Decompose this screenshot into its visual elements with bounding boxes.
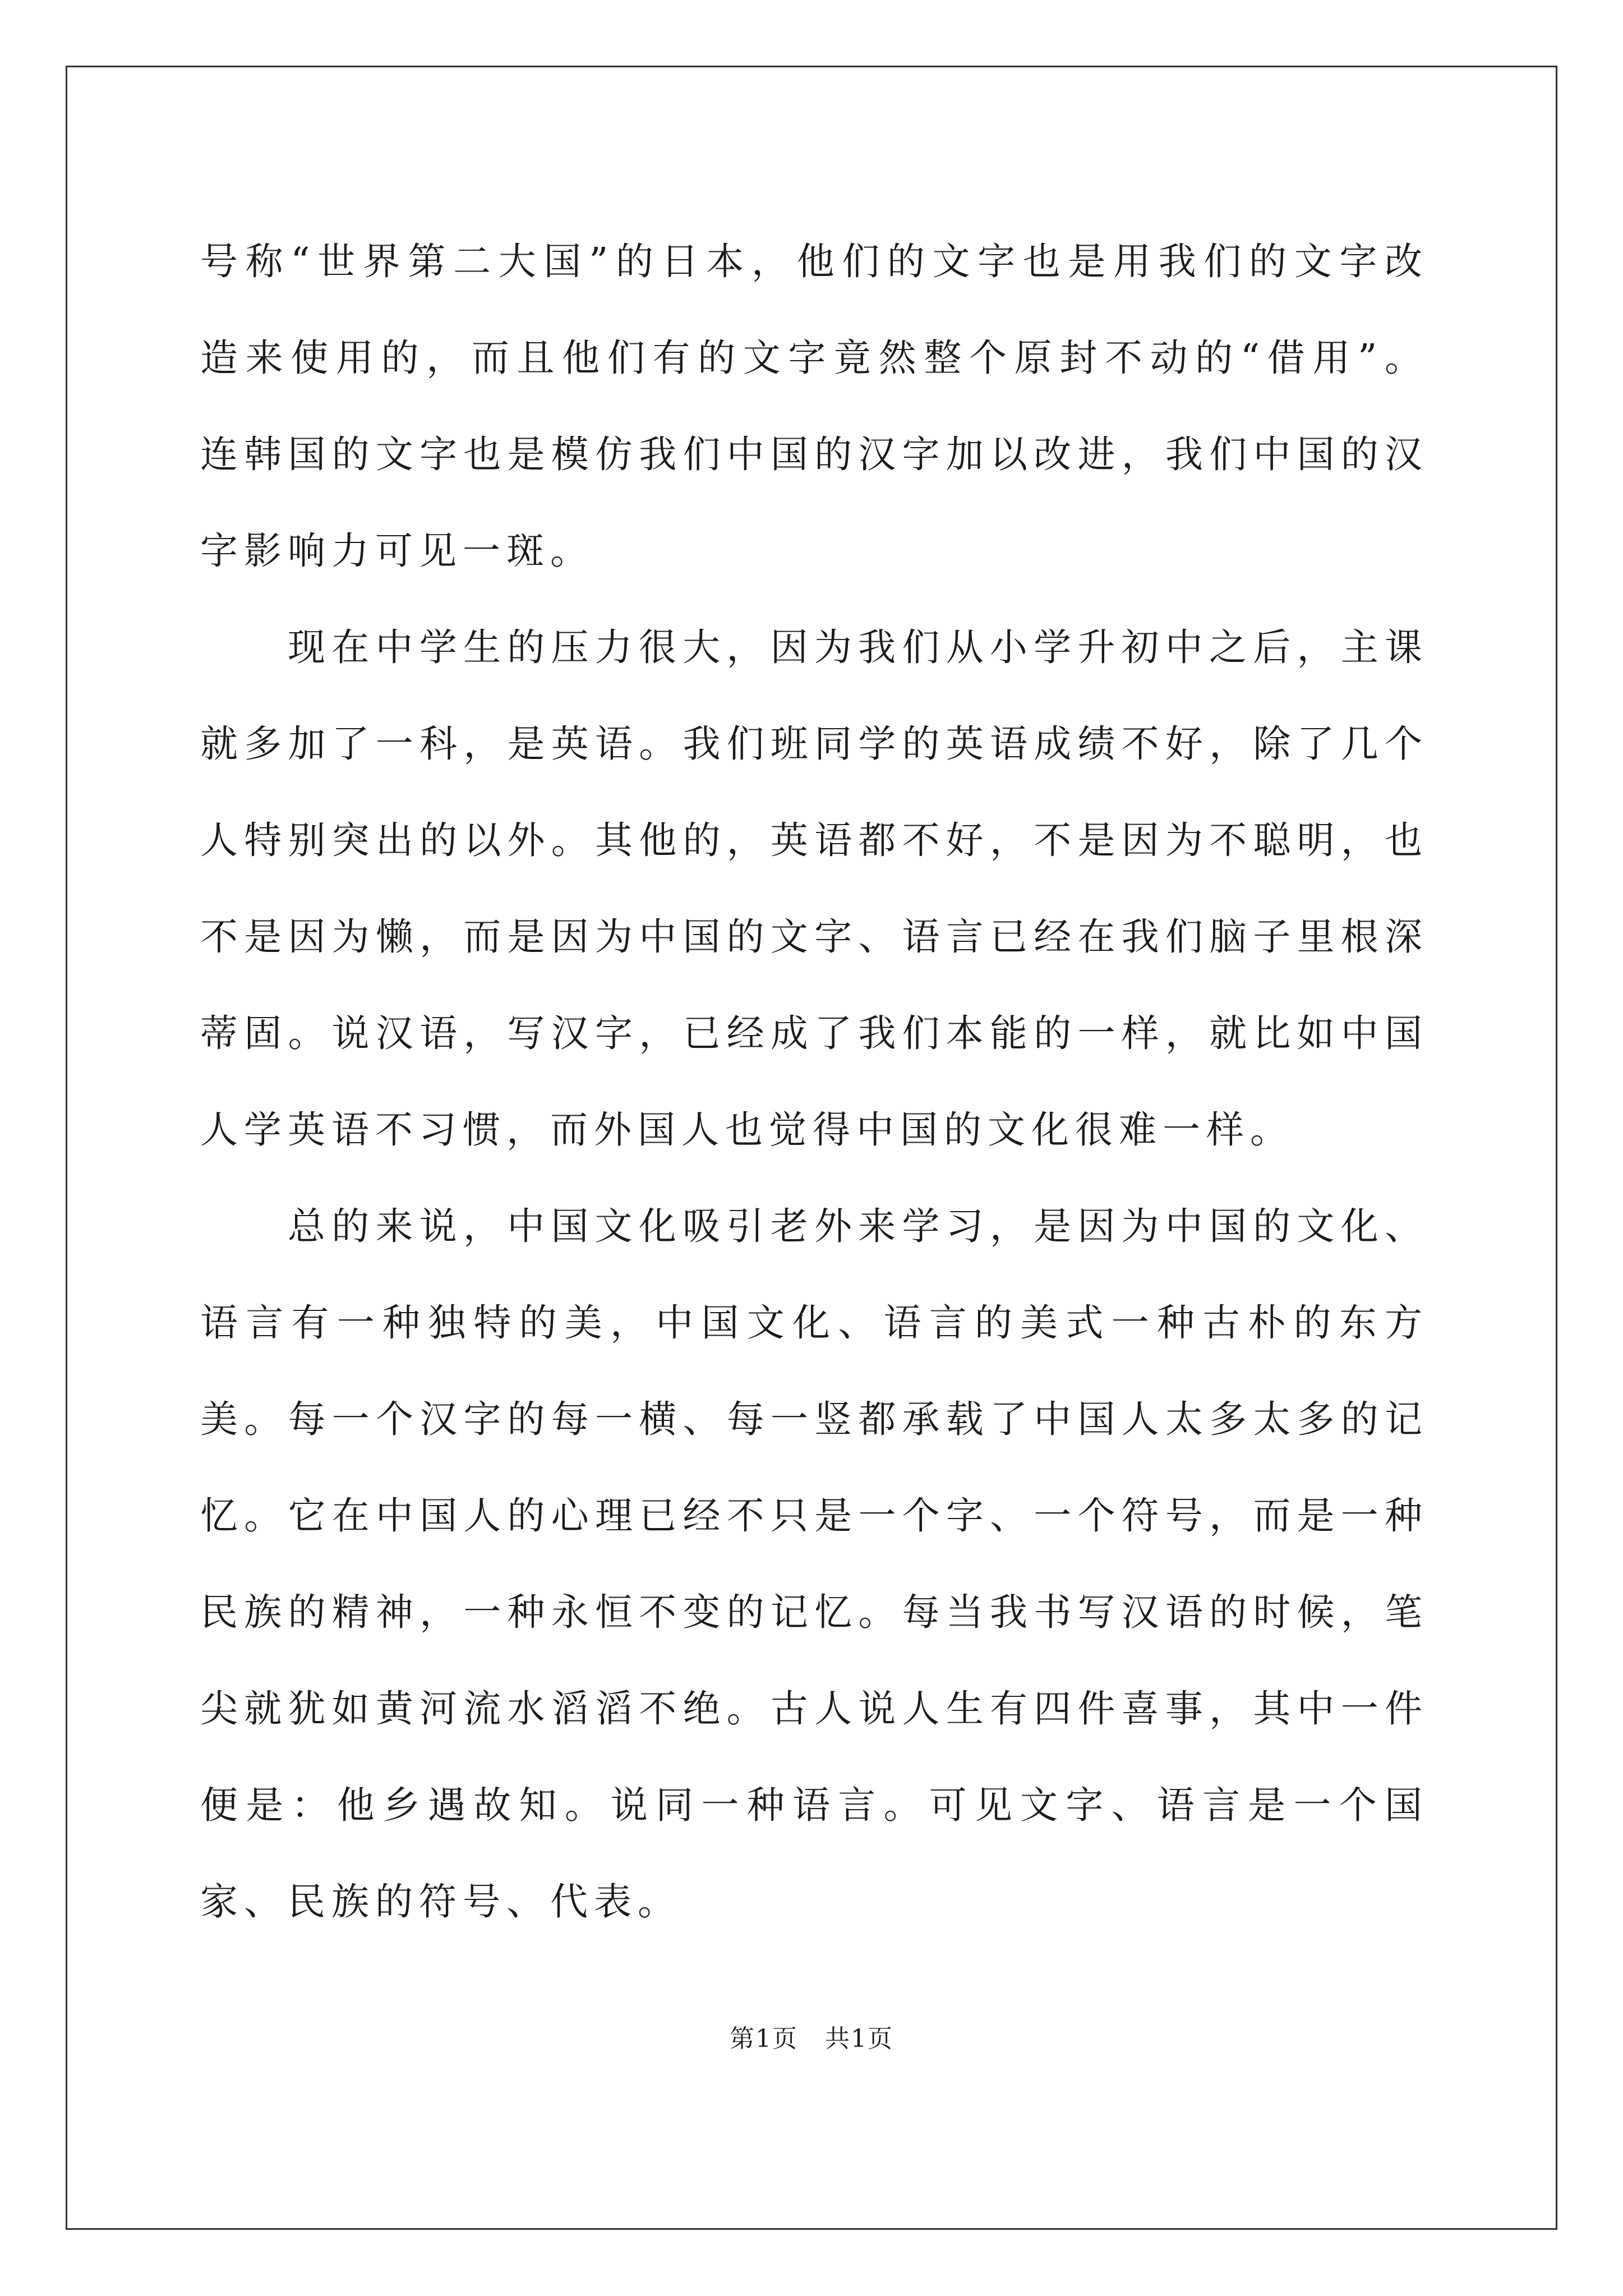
page-footer xyxy=(0,2022,1623,2056)
page-number: 第1页 xyxy=(730,2024,798,2053)
paragraph-2: 现在中学生的压力很大，因为我们从小学升初中之后，主课就多加了一科，是英语。我们班同学的英语成绩不好，除了几个人特别突出的以外。其他的，英语都不好，不是因为不聪明，也不是因为懒，而是因为中国的文字、语言已经在我们脑子里根深蒂固。说汉语，写汉字，已经成了我们本能的一样，就比如中国人学英语不习惯，而外国人也觉得中国的文化很难一样。 xyxy=(200,625,1428,1152)
document-body xyxy=(200,213,1428,1950)
paragraph-3: 总的来说，中国文化吸引老外来学习，是因为中国的文化、语言有一种独特的美，中国文化、语言的美式一种古朴的东方美。每一个汉字的每一横、每一竖都承载了中国人太多太多的记忆。它在中国人的心理已经不只是一个字、一个符号，而是一种民族的精神，一种永恒不变的记忆。每当我书写汉语的时候，笔尖就犹如黄河流水滔滔不绝。古人说人生有四件喜事，其中一件便是：他乡遇故知。说同一种语言。可见文字、语言是一个国家、民族的符号、代表。 xyxy=(200,1204,1428,1924)
page-total: 共1页 xyxy=(825,2024,893,2053)
paragraph-1: 号称“世界第二大国”的日本，他们的文字也是用我们的文字改造来使用的，而且他们有的文字竟然整个原封不动的“借用”。连韩国的文字也是模仿我们中国的汉字加以改进，我们中国的汉字影响力可见一斑。 xyxy=(200,240,1428,573)
